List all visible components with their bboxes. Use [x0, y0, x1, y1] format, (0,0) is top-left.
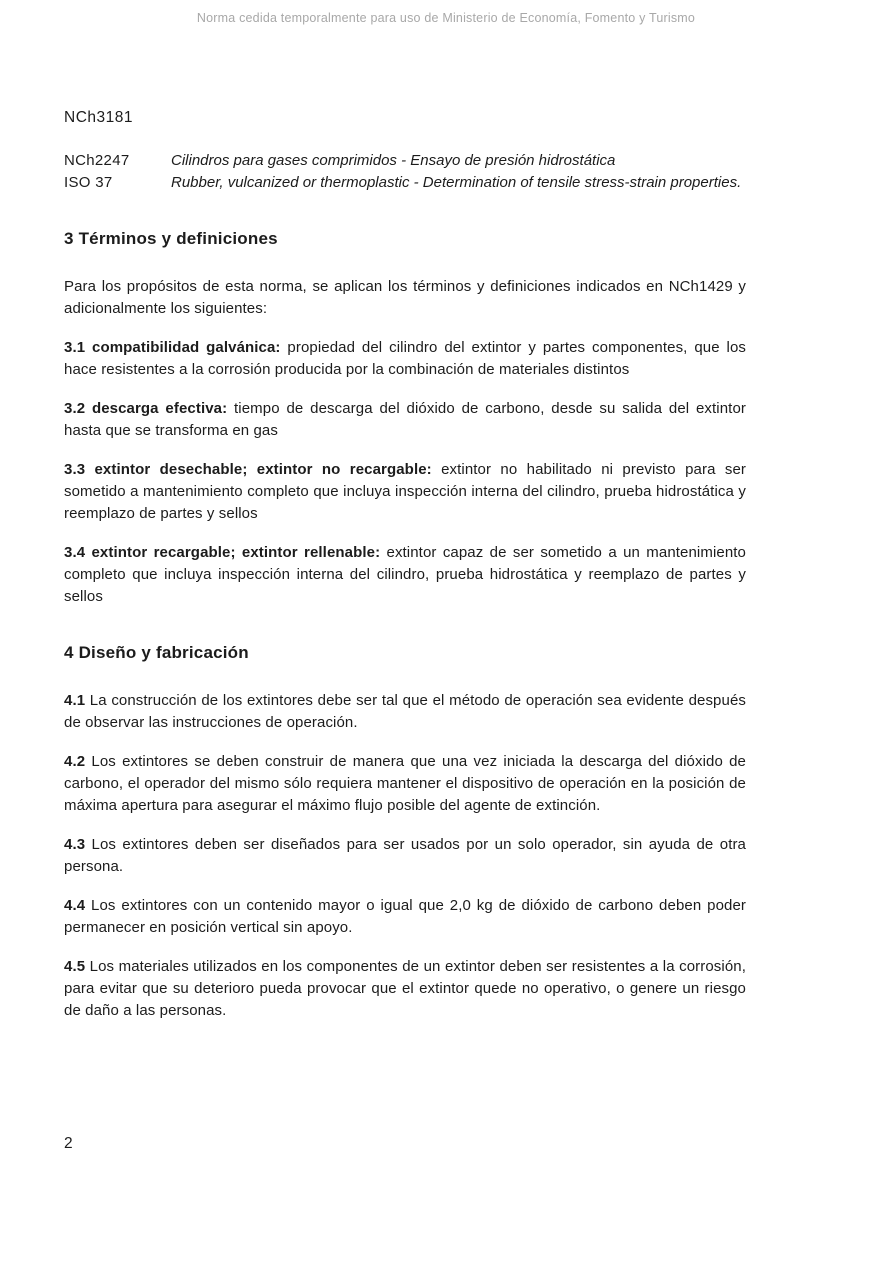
clause-4-5	[64, 956, 746, 1022]
definition-3-4	[64, 542, 746, 608]
normative-references	[64, 150, 746, 194]
term-label: 3.3 extintor desechable; extintor no recargable:	[64, 461, 432, 478]
section-heading: 4 Diseño y fabricación	[64, 643, 249, 662]
section-terms-definitions	[64, 229, 746, 608]
term-text: extintor no habilitado ni previsto para ser sometido a mantenimiento completo que incluya inspección interna del cilindro, prueba hidrostática y reemplazo de partes y sellos	[64, 461, 746, 522]
clause-number: 4.1	[64, 692, 86, 709]
term-text: propiedad del cilindro del extintor y partes componentes, que los hace resistentes a la corrosión producida por la combinación de materiales distintos	[64, 339, 747, 378]
doc-code: NCh3181	[64, 109, 133, 126]
term-text: tiempo de descarga del dióxido de carbono, desde su salida del extintor hasta que se transforma en gas	[64, 400, 746, 439]
clause-number: 4.5	[64, 958, 86, 975]
section-heading: 3 Términos y definiciones	[64, 229, 278, 248]
clause-number: 4.3	[64, 836, 86, 853]
term-label: 3.4 extintor recargable; extintor rellenable:	[64, 544, 381, 561]
clause-number: 4.2	[64, 753, 86, 770]
document-page	[64, 109, 746, 1022]
definition-3-2	[64, 398, 746, 442]
clause-4-1	[64, 690, 746, 734]
clause-text: La construcción de los extintores debe ser tal que el método de operación sea evidente después de observar las instrucciones de operación.	[64, 692, 746, 731]
reference-title: Rubber, vulcanized or thermoplastic - Determination of tensile stress-strain properties.	[171, 174, 742, 191]
reference-row	[64, 172, 746, 194]
clause-4-3	[64, 834, 746, 878]
clause-number: 4.4	[64, 897, 86, 914]
watermark-header: Norma cedida temporalmente para uso de Ministerio de Economía, Fomento y Turismo	[196, 11, 696, 25]
section-intro: Para los propósitos de esta norma, se aplican los términos y definiciones indicados en NCh1429 y adicionalmente los siguientes:	[64, 278, 746, 317]
clause-text: Los materiales utilizados en los componentes de un extintor deben ser resistentes a la corrosión, para evitar que su deterioro pueda provocar que el extintor quede no operativo, o genere un riesgo de daño a las personas.	[64, 958, 746, 1019]
reference-row	[64, 150, 746, 172]
clause-4-4	[64, 895, 746, 939]
reference-title: Cilindros para gases comprimidos - Ensayo de presión hidrostática	[171, 152, 616, 169]
term-label: 3.2 descarga efectiva:	[64, 400, 228, 417]
reference-code: ISO 37	[64, 174, 113, 191]
clause-text: Los extintores con un contenido mayor o igual que 2,0 kg de dióxido de carbono deben poder permanecer en posición vertical sin apoyo.	[64, 897, 746, 936]
clause-4-2	[64, 751, 746, 817]
reference-code: NCh2247	[64, 152, 130, 169]
clause-text: Los extintores se deben construir de manera que una vez iniciada la descarga del dióxido de carbono, el operador del mismo sólo requiera mantener el dispositivo de operación en la posición de máxima apertura para asegurar el máximo flujo posible del agente de extinción.	[64, 753, 746, 814]
term-text: extintor capaz de ser sometido a un mantenimiento completo que incluya inspección interna del cilindro, prueba hidrostática y reemplazo de partes y sellos	[64, 544, 746, 605]
definition-3-3	[64, 459, 746, 525]
term-label: 3.1 compatibilidad galvánica:	[64, 339, 281, 356]
section-design-fabrication	[64, 643, 746, 1022]
clause-text: Los extintores deben ser diseñados para ser usados por un solo operador, sin ayuda de otra persona.	[64, 836, 746, 875]
page-number: 2	[64, 1135, 73, 1152]
definition-3-1	[64, 337, 746, 381]
